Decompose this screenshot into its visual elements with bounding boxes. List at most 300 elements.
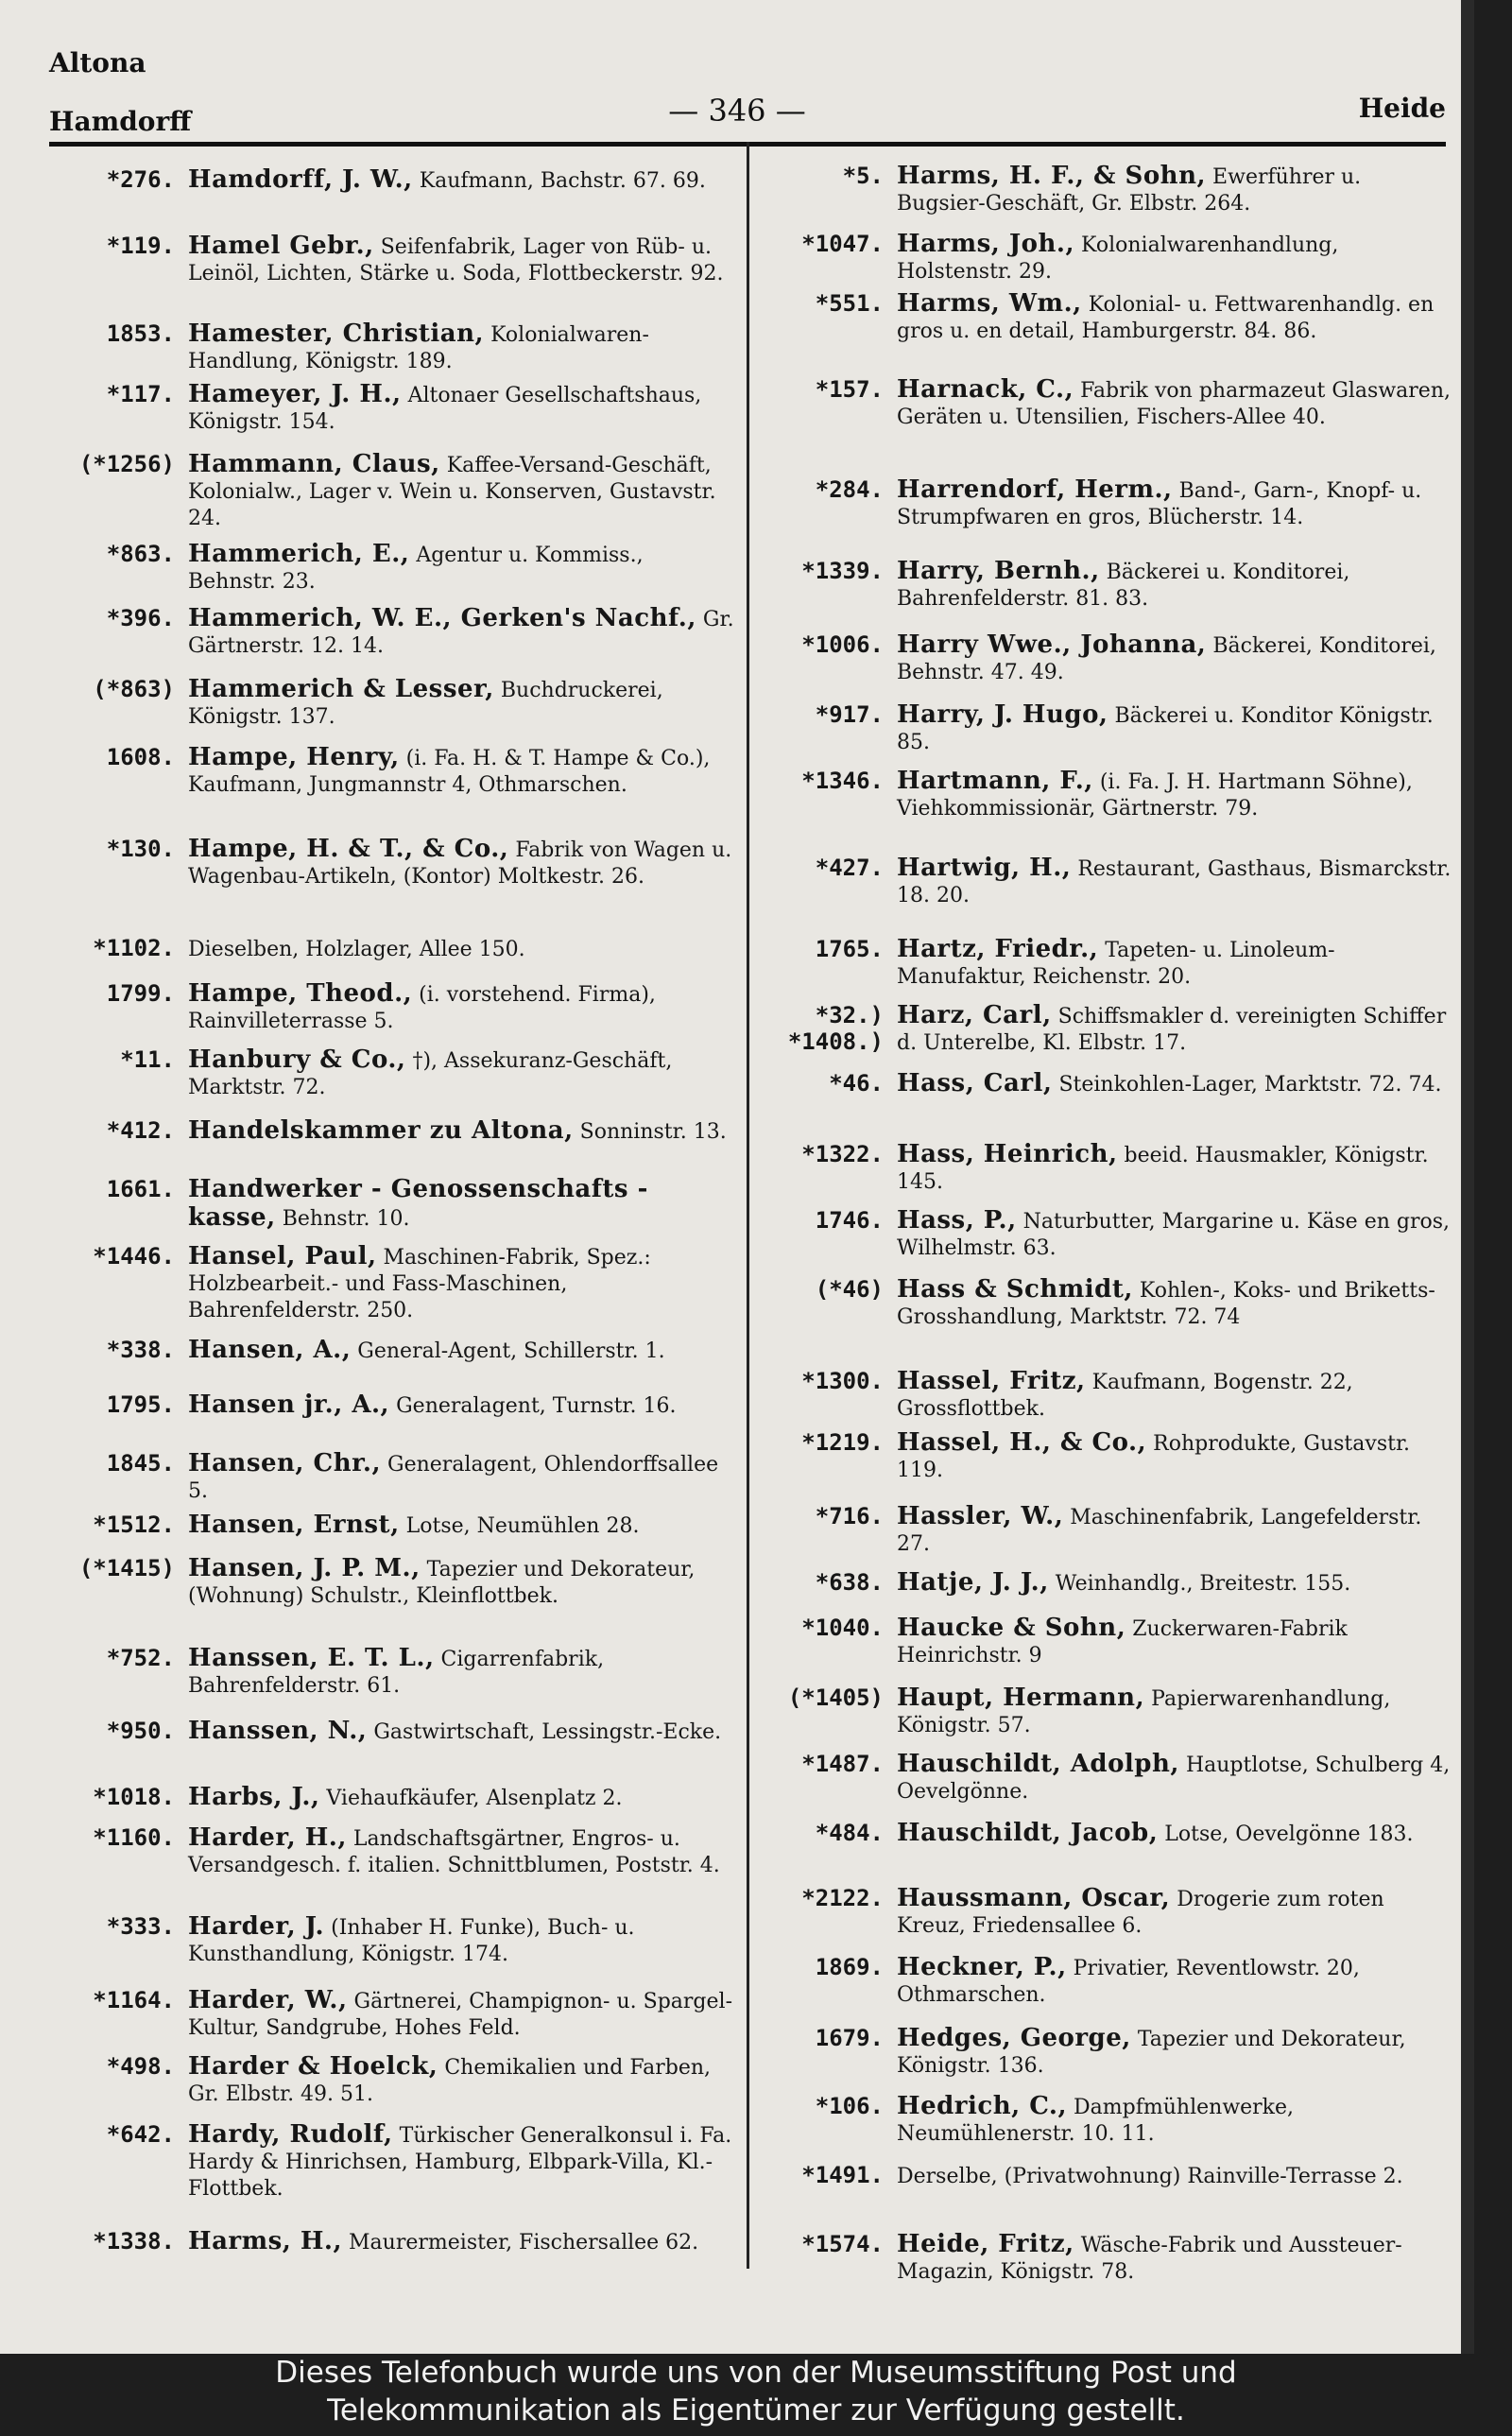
entry-name: Hassler, W., bbox=[897, 1502, 1064, 1530]
entry-text bbox=[897, 2093, 1455, 2148]
entry-number: (*1405) bbox=[787, 1684, 884, 1711]
entry-text bbox=[897, 2025, 1455, 2080]
entry-text bbox=[897, 1002, 1455, 1057]
entry-details: Chemikalien und Farben, Gr. Elbstr. 49. 51. bbox=[188, 2056, 712, 2106]
directory-entry bbox=[52, 1450, 737, 1505]
entry-details: beeid. Hausmakler, Königstr. 145. bbox=[897, 1144, 1429, 1194]
directory-entry bbox=[52, 1337, 737, 1365]
entry-text bbox=[188, 1987, 737, 2042]
entry-details: Maschinen-Fabrik, Spez.: Holzbearbeit.- und Fass-Maschinen, Bahrenfelderstr. 250. bbox=[188, 1246, 651, 1322]
entry-text bbox=[188, 1512, 737, 1540]
entry-text bbox=[188, 935, 737, 963]
entry-number: *1487. bbox=[801, 1751, 884, 1777]
entry-number: 1679. bbox=[815, 2025, 884, 2051]
directory-entry bbox=[761, 701, 1455, 756]
entry-text bbox=[897, 1569, 1455, 1598]
directory-entry bbox=[52, 935, 737, 963]
directory-entry bbox=[52, 980, 737, 1035]
entry-name: Harder, J. bbox=[188, 1912, 325, 1941]
entry-number: *338. bbox=[106, 1337, 175, 1363]
directory-entry bbox=[52, 166, 737, 195]
entry-text bbox=[897, 1070, 1455, 1098]
entry-text bbox=[897, 1207, 1455, 1262]
directory-entry bbox=[761, 855, 1455, 909]
entry-details: Bäckerei, Konditorei, Behnstr. 47. 49. bbox=[897, 634, 1436, 684]
entry-number: *130. bbox=[106, 836, 175, 862]
directory-entry bbox=[761, 1002, 1455, 1057]
footer-line-2: Telekommunikation als Eigentümer zur Verfügung gestellt. bbox=[327, 2393, 1185, 2427]
entry-name: Hamel Gebr., bbox=[188, 232, 374, 260]
directory-entry bbox=[52, 1987, 737, 2042]
entry-text bbox=[897, 1820, 1455, 1848]
directory-entry bbox=[761, 1885, 1455, 1940]
directory-entry bbox=[52, 1718, 737, 1746]
directory-entry bbox=[52, 1824, 737, 1879]
entry-text bbox=[188, 1046, 737, 1101]
entry-details: Papierwarenhandlung, Königstr. 57. bbox=[897, 1687, 1391, 1737]
entry-name: Hartz, Friedr., bbox=[897, 935, 1099, 963]
entry-text bbox=[897, 376, 1455, 431]
entry-text bbox=[897, 936, 1455, 991]
entry-name: Hauschildt, Adolph, bbox=[897, 1750, 1179, 1778]
entry-name: Harder & Hoelck, bbox=[188, 2052, 438, 2081]
entry-name: Hass & Schmidt, bbox=[897, 1275, 1133, 1304]
entry-name: Hassel, Fritz, bbox=[897, 1367, 1086, 1395]
entry-text bbox=[188, 451, 737, 532]
entry-text bbox=[188, 1117, 737, 1146]
entry-number: *1491. bbox=[801, 2162, 884, 2188]
entry-text bbox=[897, 1141, 1455, 1196]
directory-entry bbox=[52, 381, 737, 436]
entry-text bbox=[897, 1684, 1455, 1739]
entry-number: *1006. bbox=[801, 631, 884, 658]
entry-details: Maschinenfabrik, Langefelderstr. 27. bbox=[897, 1506, 1422, 1556]
entry-number: 1845. bbox=[106, 1450, 175, 1477]
entry-details: Naturbutter, Margarine u. Käse en gros, Wilhelmstr. 63. bbox=[897, 1210, 1450, 1260]
directory-entry bbox=[52, 605, 737, 660]
directory-entry bbox=[761, 1207, 1455, 1262]
directory-entry bbox=[761, 1276, 1455, 1331]
entry-text bbox=[897, 1885, 1455, 1940]
directory-entry bbox=[761, 1820, 1455, 1848]
entry-number: *396. bbox=[106, 605, 175, 631]
entry-name: Harry Wwe., Johanna, bbox=[897, 631, 1207, 659]
entry-text bbox=[188, 1450, 737, 1505]
entry-details: Behnstr. 10. bbox=[282, 1207, 410, 1231]
directory-entry bbox=[52, 1784, 737, 1812]
entry-text bbox=[897, 2231, 1455, 2286]
directory-entry bbox=[52, 1512, 737, 1540]
directory-entry bbox=[52, 836, 737, 890]
directory-entry bbox=[761, 476, 1455, 531]
entry-details: Bäckerei u. Konditor Königstr. 85. bbox=[897, 704, 1434, 754]
entry-details: Seifenfabrik, Lager von Rüb- u. Leinöl, Lichten, Stärke u. Soda, Flottbeckerstr. 92. bbox=[188, 235, 724, 285]
entry-number: *716. bbox=[815, 1503, 884, 1529]
entry-name: Harms, Joh., bbox=[897, 230, 1075, 258]
entry-text bbox=[897, 1954, 1455, 2009]
entry-details: Agentur u. Kommiss., Behnstr. 23. bbox=[188, 544, 644, 594]
entry-details: Kohlen-, Koks- und Briketts-Grosshandlung, Marktstr. 72. 74 bbox=[897, 1279, 1435, 1329]
entry-number: *638. bbox=[815, 1569, 884, 1596]
entry-number: *1164. bbox=[93, 1987, 175, 2013]
entry-details: Drogerie zum roten Kreuz, Friedensallee 6. bbox=[897, 1888, 1384, 1938]
entry-name: Harder, W., bbox=[188, 1986, 348, 2014]
entry-name: Harry, J. Hugo, bbox=[897, 700, 1108, 729]
entry-text bbox=[897, 1429, 1455, 1484]
entry-text bbox=[897, 701, 1455, 756]
entry-details: Band-, Garn-, Knopf- u. Strumpfwaren en gros, Blücherstr. 14. bbox=[897, 479, 1422, 529]
entry-name: Handwerker - Genossenschafts - kasse, bbox=[188, 1175, 648, 1232]
entry-details: Kaufmann, Bachstr. 67. 69. bbox=[419, 169, 706, 193]
directory-entry bbox=[52, 1555, 737, 1610]
entry-details: Bäckerei u. Konditorei, Bahrenfelderstr. 81. 83. bbox=[897, 561, 1350, 611]
entry-number: *32.) *1408.) bbox=[787, 1002, 884, 1055]
directory-entry bbox=[761, 936, 1455, 991]
entry-details: Gr. Gärtnerstr. 12. 14. bbox=[188, 608, 734, 658]
entry-text bbox=[188, 1645, 737, 1700]
entry-text bbox=[188, 980, 737, 1035]
entry-name: Hedges, George, bbox=[897, 2024, 1131, 2052]
entry-text bbox=[188, 381, 737, 436]
entry-number: 1799. bbox=[106, 980, 175, 1007]
entry-name: Harms, H. F., & Sohn, bbox=[897, 162, 1207, 190]
entry-text bbox=[188, 1391, 737, 1420]
entry-number: *1322. bbox=[801, 1141, 884, 1167]
entry-number: 1661. bbox=[106, 1176, 175, 1202]
directory-entry bbox=[761, 2231, 1455, 2286]
entry-details: Landschaftsgärtner, Engros- u. Versandgesch. f. italien. Schnittblumen, Poststr. 4. bbox=[188, 1827, 720, 1877]
entry-details: Derselbe, (Privatwohnung) Rainville-Terrasse 2. bbox=[897, 2165, 1403, 2188]
entry-text bbox=[897, 768, 1455, 822]
entry-name: Harrendorf, Herm., bbox=[897, 475, 1173, 504]
directory-entry bbox=[761, 1503, 1455, 1558]
entry-number: *2122. bbox=[801, 1885, 884, 1911]
entry-number: *950. bbox=[106, 1718, 175, 1744]
directory-entry bbox=[52, 1117, 737, 1146]
entry-number: 1608. bbox=[106, 744, 175, 770]
entry-text bbox=[188, 1243, 737, 1324]
entry-text bbox=[188, 541, 737, 596]
entry-number: *1574. bbox=[801, 2231, 884, 2257]
entry-details: Dieselben, Holzlager, Allee 150. bbox=[188, 938, 525, 961]
entry-number: *1338. bbox=[93, 2228, 175, 2255]
entry-details: General-Agent, Schillerstr. 1. bbox=[357, 1339, 665, 1363]
entry-details: Zuckerwaren-Fabrik Heinrichstr. 9 bbox=[897, 1617, 1348, 1667]
directory-entry bbox=[761, 290, 1455, 345]
entry-number: *157. bbox=[815, 376, 884, 403]
entry-details: Generalagent, Turnstr. 16. bbox=[396, 1394, 677, 1418]
entry-details: (i. Fa. H. & T. Hampe & Co.), Kaufmann, Jungmannstr 4, Othmarschen. bbox=[188, 747, 711, 797]
entry-text bbox=[897, 558, 1455, 613]
entry-name: Hass, Carl, bbox=[897, 1069, 1053, 1097]
entry-text bbox=[897, 1368, 1455, 1423]
entry-details: Gärtnerei, Champignon- u. Spargel-Kultur, Sandgrube, Hohes Feld. bbox=[188, 1990, 733, 2040]
entry-text bbox=[897, 1751, 1455, 1805]
entry-name: Hanbury & Co., bbox=[188, 1045, 406, 1074]
entry-number: *642. bbox=[106, 2121, 175, 2148]
entry-name: Hammann, Claus, bbox=[188, 450, 440, 478]
entry-text bbox=[897, 2162, 1455, 2190]
directory-entry bbox=[52, 451, 737, 532]
entry-details: Kolonial- u. Fettwarenhandlg. en gros u. en detail, Hamburgerstr. 84. 86. bbox=[897, 293, 1435, 343]
directory-entry bbox=[52, 2121, 737, 2203]
entry-number: (*863) bbox=[93, 676, 175, 702]
entry-name: Hammerich, E., bbox=[188, 540, 410, 568]
entry-text bbox=[188, 744, 737, 799]
header-last-entry: Heide bbox=[1358, 93, 1446, 124]
directory-entry bbox=[52, 1176, 737, 1233]
entry-number: *1102. bbox=[93, 935, 175, 961]
entry-text bbox=[897, 631, 1455, 686]
directory-entry bbox=[761, 2093, 1455, 2148]
entry-number: *498. bbox=[106, 2053, 175, 2080]
entry-name: Hassel, H., & Co., bbox=[897, 1428, 1147, 1457]
entry-name: Haupt, Hermann, bbox=[897, 1684, 1145, 1712]
entry-name: Hammerich & Lesser, bbox=[188, 675, 494, 703]
entry-number: 1765. bbox=[815, 936, 884, 962]
directory-entry bbox=[52, 1913, 737, 1968]
entry-number: 1746. bbox=[815, 1207, 884, 1234]
entry-name: Haussmann, Oscar, bbox=[897, 1884, 1171, 1912]
entry-text bbox=[188, 2228, 737, 2256]
entry-text bbox=[188, 1824, 737, 1879]
entry-name: Hartmann, F., bbox=[897, 767, 1093, 795]
entry-number: *752. bbox=[106, 1645, 175, 1671]
entry-details: (i. vorstehend. Firma), Rainvilleterrasse 5. bbox=[188, 983, 656, 1033]
entry-text bbox=[188, 233, 737, 287]
entry-details: Schiffsmakler d. vereinigten Schiffer d. Unterelbe, Kl. Elbstr. 17. bbox=[897, 1005, 1447, 1055]
entry-text bbox=[897, 855, 1455, 909]
entry-number: *484. bbox=[815, 1820, 884, 1846]
entry-number: *117. bbox=[106, 381, 175, 407]
entry-number: 1853. bbox=[106, 320, 175, 347]
entry-details: †), Assekuranz-Geschäft, Marktstr. 72. bbox=[188, 1049, 673, 1099]
directory-entry bbox=[52, 233, 737, 287]
entry-name: Harz, Carl, bbox=[897, 1001, 1052, 1029]
directory-entry bbox=[761, 768, 1455, 822]
entry-number: *1040. bbox=[801, 1615, 884, 1641]
entry-name: Haucke & Sohn, bbox=[897, 1614, 1126, 1642]
entry-number: (*1256) bbox=[78, 451, 175, 477]
entry-details: Fabrik von Wagen u. Wagenbau-Artikeln, (Kontor) Moltkestr. 26. bbox=[188, 838, 732, 889]
header-first-entry: Hamdorff bbox=[49, 106, 192, 137]
entry-name: Harbs, J., bbox=[188, 1783, 320, 1811]
directory-entry bbox=[52, 2053, 737, 2108]
entry-details: Kolonialwarenhandlung, Holstenstr. 29. bbox=[897, 233, 1339, 284]
entry-text bbox=[188, 1718, 737, 1746]
entry-number: 1795. bbox=[106, 1391, 175, 1418]
directory-entry bbox=[52, 320, 737, 375]
entry-number: *1018. bbox=[93, 1784, 175, 1810]
entry-name: Hammerich, W. E., Gerken's Nachf., bbox=[188, 604, 696, 632]
entry-name: Hedrich, C., bbox=[897, 2092, 1068, 2120]
directory-entry bbox=[761, 2025, 1455, 2080]
entry-number: *119. bbox=[106, 233, 175, 259]
page-number: — 346 — bbox=[668, 93, 806, 129]
entry-text bbox=[188, 1176, 737, 1233]
entry-name: Heide, Fritz, bbox=[897, 2230, 1074, 2258]
directory-entry bbox=[761, 376, 1455, 431]
entry-name: Hartwig, H., bbox=[897, 854, 1072, 882]
entry-text bbox=[188, 1784, 737, 1812]
entry-details: Hauptlotse, Schulberg 4, Oevelgönne. bbox=[897, 1754, 1451, 1804]
entry-name: Hanssen, E. T. L., bbox=[188, 1644, 435, 1672]
entry-text bbox=[897, 163, 1455, 217]
entry-number: *276. bbox=[106, 166, 175, 193]
directory-entry bbox=[761, 1429, 1455, 1484]
entry-number: *1047. bbox=[801, 231, 884, 257]
entry-details: Privatier, Reventlowstr. 20, Othmarschen. bbox=[897, 1957, 1360, 2007]
entry-number: 1869. bbox=[815, 1954, 884, 1980]
entry-name: Hamdorff, J. W., bbox=[188, 165, 413, 194]
entry-number: *284. bbox=[815, 476, 884, 503]
entry-details: Tapezier und Dekorateur, Königstr. 136. bbox=[897, 2028, 1406, 2078]
entry-details: (Inhaber H. Funke), Buch- u. Kunsthandlung, Königstr. 174. bbox=[188, 1916, 635, 1966]
entry-details: Buchdruckerei, Königstr. 137. bbox=[188, 679, 663, 729]
entry-details: Generalagent, Ohlendorffsallee 5. bbox=[188, 1453, 719, 1503]
entry-text bbox=[188, 1337, 737, 1365]
entry-number: *863. bbox=[106, 541, 175, 567]
entry-details: Kaffee-Versand-Geschäft, Kolonialw., Lager v. Wein u. Konserven, Gustavstr. 24. bbox=[188, 454, 716, 530]
entry-number: *427. bbox=[815, 855, 884, 881]
entry-text bbox=[897, 1615, 1455, 1669]
entry-details: Kolonialwaren-Handlung, Königstr. 189. bbox=[188, 323, 649, 373]
entry-number: *551. bbox=[815, 290, 884, 317]
directory-entry bbox=[761, 231, 1455, 285]
entry-details: Tapeten- u. Linoleum-Manufaktur, Reichenstr. 20. bbox=[897, 939, 1335, 989]
entry-text bbox=[897, 290, 1455, 345]
entry-text bbox=[188, 1913, 737, 1968]
entry-text bbox=[897, 231, 1455, 285]
entry-number: *412. bbox=[106, 1117, 175, 1144]
entry-name: Harnack, C., bbox=[897, 375, 1074, 404]
entry-name: Hansen, Chr., bbox=[188, 1449, 382, 1477]
entry-name: Hauschildt, Jacob, bbox=[897, 1819, 1159, 1847]
directory-entry bbox=[52, 1645, 737, 1700]
entry-name: Heckner, P., bbox=[897, 1953, 1067, 1981]
entry-name: Hansen jr., A., bbox=[188, 1391, 390, 1419]
entry-text bbox=[897, 1276, 1455, 1331]
entry-text bbox=[188, 166, 737, 195]
entry-number: *333. bbox=[106, 1913, 175, 1940]
entry-details: Restaurant, Gasthaus, Bismarckstr. 18. 20. bbox=[897, 857, 1452, 907]
entry-text bbox=[188, 2121, 737, 2203]
entry-name: Harms, Wm., bbox=[897, 289, 1082, 318]
entry-name: Hansen, J. P. M., bbox=[188, 1554, 421, 1582]
directory-entry bbox=[761, 163, 1455, 217]
entry-text bbox=[188, 836, 737, 890]
directory-entry bbox=[761, 631, 1455, 686]
entry-name: Hansen, A., bbox=[188, 1336, 352, 1364]
entry-name: Hass, Heinrich, bbox=[897, 1140, 1118, 1168]
entry-name: Hansen, Ernst, bbox=[188, 1511, 400, 1539]
entry-number: *106. bbox=[815, 2093, 884, 2119]
entry-details: (i. Fa. J. H. Hartmann Söhne), Viehkommissionär, Gärtnerstr. 79. bbox=[897, 770, 1413, 821]
entry-name: Harry, Bernh., bbox=[897, 557, 1100, 585]
entry-text bbox=[188, 676, 737, 731]
entry-number: *5. bbox=[842, 163, 884, 189]
entry-details: Sonninstr. 13. bbox=[579, 1120, 727, 1144]
entry-text bbox=[897, 1503, 1455, 1558]
entry-number: *917. bbox=[815, 701, 884, 728]
entry-number: *1219. bbox=[801, 1429, 884, 1456]
entry-details: Lotse, Neumühlen 28. bbox=[405, 1514, 640, 1538]
entry-name: Harder, H., bbox=[188, 1823, 347, 1852]
entry-details: Viehaufkäufer, Alsenplatz 2. bbox=[326, 1787, 623, 1810]
entry-details: Weinhandlg., Breitestr. 155. bbox=[1055, 1572, 1351, 1596]
directory-entry bbox=[761, 1615, 1455, 1669]
directory-entry bbox=[52, 1243, 737, 1324]
entry-text bbox=[188, 2053, 737, 2108]
entry-details: Dampfmühlenwerke, Neumühlenerstr. 10. 11. bbox=[897, 2096, 1295, 2146]
entry-name: Hampe, Henry, bbox=[188, 743, 400, 771]
directory-entry bbox=[761, 1141, 1455, 1196]
directory-entry bbox=[761, 1368, 1455, 1423]
entry-details: Altonaer Gesellschaftshaus, Königstr. 154. bbox=[188, 384, 702, 434]
directory-entry bbox=[761, 1569, 1455, 1598]
entry-name: Hansel, Paul, bbox=[188, 1242, 377, 1270]
directory-entry bbox=[761, 1954, 1455, 2009]
footer-notice bbox=[0, 2354, 1512, 2436]
directory-entry bbox=[52, 744, 737, 799]
header-city: Altona bbox=[49, 47, 146, 78]
entry-name: Hass, P., bbox=[897, 1206, 1017, 1235]
entry-name: Handelskammer zu Altona, bbox=[188, 1116, 574, 1145]
directory-entry bbox=[761, 1751, 1455, 1805]
entry-number: *46. bbox=[829, 1070, 884, 1097]
entry-text bbox=[188, 1555, 737, 1610]
entry-details: Türkischer Generalkonsul i. Fa. Hardy & Hinrichsen, Hamburg, Elbpark-Villa, Kl.-Flottbek. bbox=[188, 2124, 732, 2201]
entry-number: *1300. bbox=[801, 1368, 884, 1394]
entry-details: Maurermeister, Fischersallee 62. bbox=[349, 2231, 699, 2255]
entry-details: Rohprodukte, Gustavstr. 119. bbox=[897, 1432, 1411, 1482]
entry-name: Hanssen, N., bbox=[188, 1717, 368, 1745]
entry-details: Steinkohlen-Lager, Marktstr. 72. 74. bbox=[1058, 1073, 1442, 1097]
entry-name: Harms, H., bbox=[188, 2227, 343, 2255]
entry-number: *11. bbox=[120, 1046, 175, 1073]
entry-name: Hampe, Theod., bbox=[188, 979, 413, 1008]
directory-entry bbox=[761, 1684, 1455, 1739]
entry-name: Hameyer, J. H., bbox=[188, 380, 402, 408]
directory-entry bbox=[52, 1046, 737, 1101]
directory-entry bbox=[761, 558, 1455, 613]
entry-text bbox=[897, 476, 1455, 531]
entry-number: (*1415) bbox=[78, 1555, 175, 1581]
directory-entry bbox=[761, 1070, 1455, 1098]
entry-details: Kaufmann, Bogenstr. 22, Grossflottbek. bbox=[897, 1371, 1353, 1421]
directory-entry bbox=[52, 2228, 737, 2256]
directory-entry bbox=[761, 2162, 1455, 2190]
entry-number: *1346. bbox=[801, 768, 884, 794]
entry-text bbox=[188, 320, 737, 375]
entry-name: Hamester, Christian, bbox=[188, 320, 485, 348]
entry-details: Tapezier und Dekorateur, (Wohnung) Schulstr., Kleinflottbek. bbox=[188, 1558, 696, 1608]
entry-details: Cigarrenfabrik, Bahrenfelderstr. 61. bbox=[188, 1648, 605, 1698]
entry-details: Lotse, Oevelgönne 183. bbox=[1164, 1823, 1414, 1846]
entry-details: Wäsche-Fabrik und Aussteuer-Magazin, Königstr. 78. bbox=[897, 2234, 1402, 2284]
entry-name: Hampe, H. & T., & Co., bbox=[188, 835, 509, 863]
entry-number: *1160. bbox=[93, 1824, 175, 1851]
entry-details: Fabrik von pharmazeut Glaswaren, Geräten u. Utensilien, Fischers-Allee 40. bbox=[897, 379, 1451, 429]
directory-entry bbox=[52, 676, 737, 731]
entry-number: *1512. bbox=[93, 1512, 175, 1538]
directory-entry bbox=[52, 1391, 737, 1420]
entry-name: Hatje, J. J., bbox=[897, 1568, 1049, 1597]
entry-details: Ewerführer u. Bugsier-Geschäft, Gr. Elbstr. 264. bbox=[897, 165, 1362, 216]
entry-text bbox=[188, 605, 737, 660]
entry-number: *1446. bbox=[93, 1243, 175, 1270]
entry-name: Hardy, Rudolf, bbox=[188, 2120, 393, 2149]
